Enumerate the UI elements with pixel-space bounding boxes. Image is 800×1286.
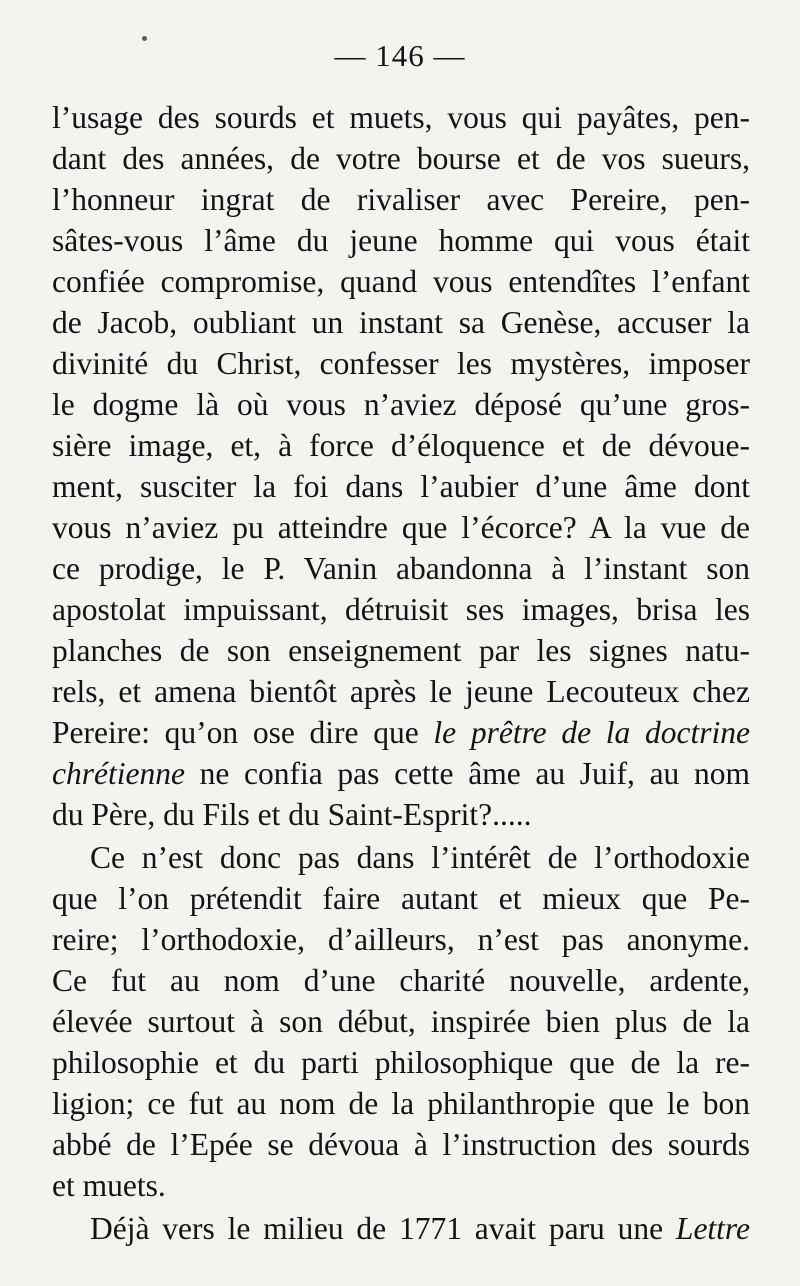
text-line: philosophie et du parti philosophique que de la re- — [52, 1045, 750, 1080]
text-line: dant des années, de votre bourse et de vos sueurs, — [52, 141, 750, 176]
paragraph-start-line: Ce n’est donc pas dans l’intérêt de l’orthodoxie — [90, 840, 750, 875]
italic-title: chrétienne — [52, 756, 185, 791]
text-line: sâtes-vous l’âme du jeune homme qui vous était — [52, 223, 750, 258]
text-line: ligion; ce fut au nom de la philanthropie que le bon — [52, 1086, 750, 1121]
text-line: planches de son enseignement par les signes natu- — [52, 633, 750, 668]
text-line — [52, 754, 750, 794]
text-line: rels, et amena bientôt après le jeune Lecouteux chez — [52, 674, 750, 709]
paragraph-start-line — [90, 1209, 750, 1249]
text-line: Ce fut au nom d’une charité nouvelle, ardente, — [52, 963, 750, 998]
italic-title: le prêtre de la doctrine — [433, 715, 750, 750]
text-line: apostolat impuissant, détruisit ses images, brisa les — [52, 592, 750, 627]
text-line — [52, 713, 750, 753]
text-line: de Jacob, oubliant un instant sa Genèse, accuser la — [52, 305, 750, 340]
text-line: le dogme là où vous n’aviez déposé qu’une gros- — [52, 387, 750, 422]
text-line: divinité du Christ, confesser les mystères, imposer — [52, 346, 750, 381]
text-span: Pereire: qu’on ose dire que — [52, 715, 434, 750]
text-line: élevée surtout à son début, inspirée bien plus de la — [52, 1004, 750, 1039]
text-line: et muets. — [52, 1168, 166, 1203]
text-line: l’usage des sourds et muets, vous qui payâtes, pen- — [52, 100, 750, 135]
text-line: ment, susciter la foi dans l’aubier d’une âme dont — [52, 469, 750, 504]
text-line: sière image, et, à force d’éloquence et de dévoue- — [52, 428, 750, 463]
page-number: — 146 — — [334, 38, 466, 73]
text-line: vous n’aviez pu atteindre que l’écorce? A la vue de — [52, 510, 750, 545]
text-line: ce prodige, le P. Vanin abandonna à l’instant son — [52, 551, 750, 586]
text-line: l’honneur ingrat de rivaliser avec Pereire, pen- — [52, 182, 750, 217]
text-line: confiée compromise, quand vous entendîtes l’enfant — [52, 264, 750, 299]
text-span: Déjà vers le milieu de 1771 avait paru une — [90, 1211, 676, 1246]
text-line: du Père, du Fils et du Saint-Esprit?..... — [52, 797, 532, 832]
text-span: ne confia pas cette âme au Juif, au nom — [184, 756, 750, 791]
text-line: que l’on prétendit faire autant et mieux que Pe- — [52, 881, 750, 916]
italic-title: Lettre — [675, 1211, 750, 1246]
text-line: abbé de l’Epée se dévoua à l’instruction des sourds — [52, 1127, 750, 1162]
text-line: reire; l’orthodoxie, d’ailleurs, n’est pas anonyme. — [52, 922, 750, 957]
